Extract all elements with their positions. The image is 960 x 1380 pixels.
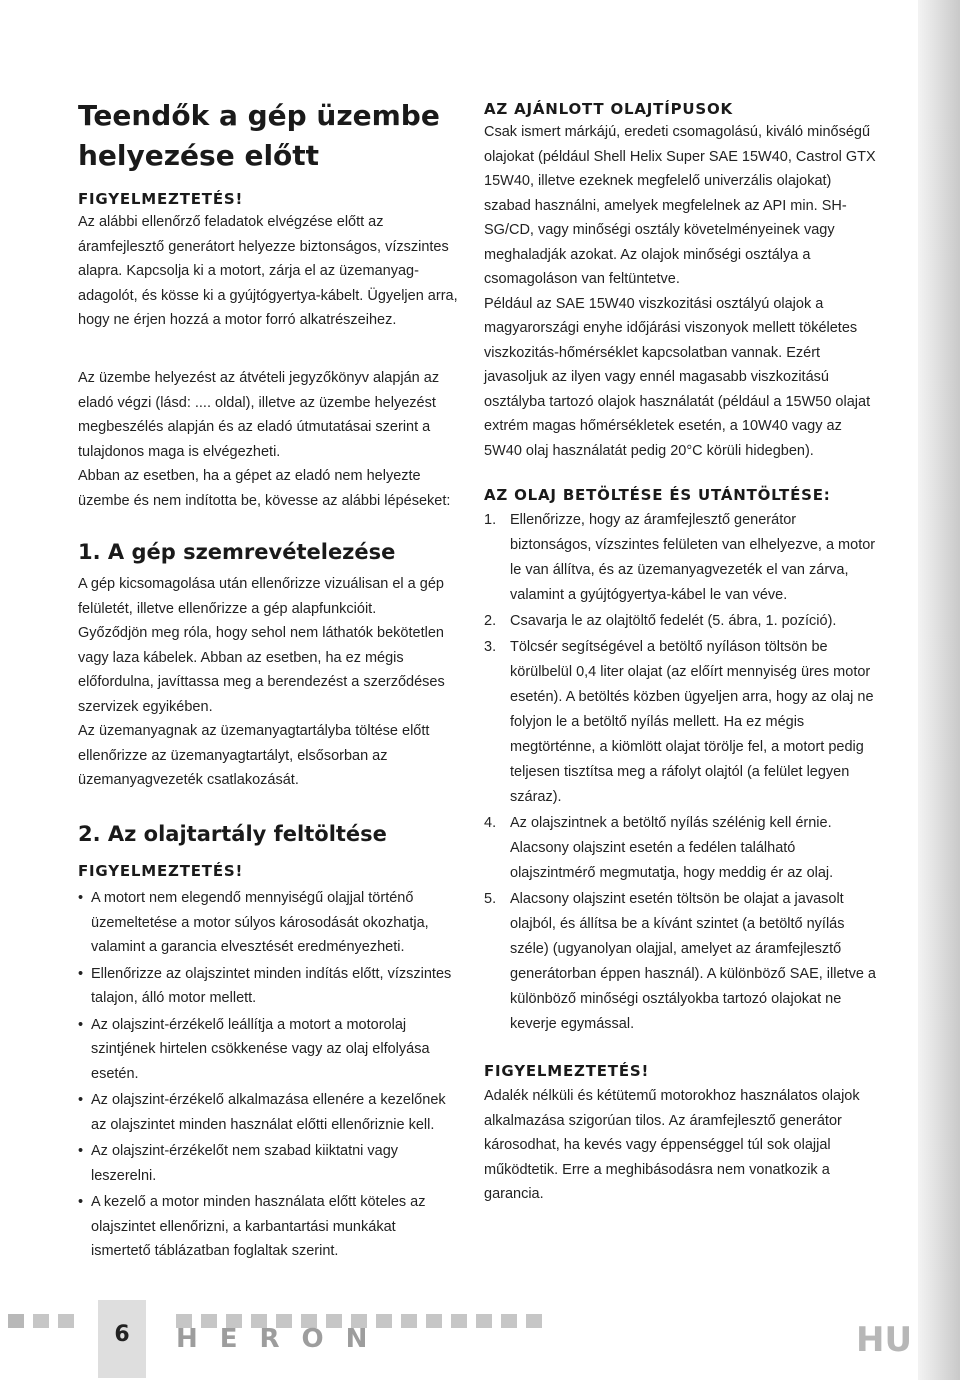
language-code: HU (856, 1320, 913, 1360)
list-item-text: A kezelő a motor minden használata előtt köteles az olajszintet ellenőrizni, a karbantartási munkákat ismertető táblázatban foglaltak szerint. (91, 1194, 426, 1259)
list-item-text: Az olajszint-érzékelő alkalmazása ellenére a kezelőnek az olajszintet minden használat előtti ellenőriznie kell. (91, 1092, 446, 1133)
right-edge-sidebar (918, 0, 960, 1380)
step-item (484, 635, 876, 810)
list-item-text: Az olajszint-érzékelőt nem szabad kiiktatni vagy leszerelni. (91, 1143, 399, 1184)
page-title: Teendők a gép üzembe helyezése előtt (78, 99, 440, 172)
intro-paragraph-1: Az üzembe helyezést az átvételi jegyzőkönyv alapján az eladó végzi (lásd: .... oldal), illetve az üzembe helyezést megbeszélés alapján és az eladó útmutatásai szerint a tulajdonos maga is elvégezheti. (78, 370, 440, 460)
brand-logo: HERON (176, 1324, 390, 1354)
step-text: Tölcsér segítségével a betöltő nyíláson töltsön be körülbelül 0,4 liter olajat (az előírt mennyiség üres motor esetén). A betöltés közben ügyeljen arra, hogy az olaj ne folyjon le a betöltő nyílás mellett. Ha ez mégis megtörténne, a kiömlött olajat törölje fel, a motort pedig teljesen tisztítsa meg a ráfolyt olajtól (a felület legyen száraz). (510, 639, 874, 805)
oil-types-body (484, 120, 876, 463)
section-1-body (78, 572, 458, 793)
list-item (78, 1013, 458, 1087)
step-text: Csavarja le az olajtöltő fedelét (5. ábra, 1. pozíció). (510, 613, 837, 629)
page-number: 6 (114, 1322, 130, 1347)
step-number: 5. (484, 891, 497, 907)
list-item (78, 962, 458, 1011)
list-item (78, 1139, 458, 1188)
oil-warning-list (78, 886, 458, 1266)
bullet-symbol: • (78, 1194, 84, 1210)
bullet-symbol: • (78, 1092, 84, 1108)
warning-label-3: FIGYELMEZTETÉS! (484, 1062, 650, 1080)
intro-block (78, 366, 458, 513)
list-item (78, 1190, 458, 1264)
bullet-symbol: • (78, 1016, 84, 1033)
bullet-symbol: • (78, 965, 84, 982)
oil-filling-heading: AZ OLAJ BETÖLTÉSE ÉS UTÁNTÖLTÉSE: (484, 486, 831, 504)
section-1-paragraph-3: Az üzemanyagnak az üzemanyagtartályba töltése előtt ellenőrizze az üzemanyagtartályt, elsősorban az üzemanyagvezeték csatlakozását. (78, 723, 430, 788)
step-item (484, 508, 876, 608)
section-1-heading: 1. A gép szemrevételezése (78, 540, 396, 564)
section-2-heading: 2. Az olajtartály feltöltése (78, 822, 387, 846)
warning-label-1: FIGYELMEZTETÉS! (78, 190, 244, 208)
bullet-symbol: • (78, 890, 84, 906)
oil-filling-steps (484, 508, 876, 1038)
step-item (484, 609, 876, 634)
step-number: 3. (484, 639, 497, 655)
footer-decoration-left (8, 1314, 74, 1328)
list-item-text: A motort nem elegendő mennyiségű olajjal történő üzemeltetése a motor súlyos károsodását okozhatja, valamint a garancia elvesztését eredményezheti. (91, 890, 429, 955)
step-number: 1. (484, 512, 497, 528)
list-item (78, 886, 458, 960)
warning-text-3: Adalék nélküli és kétütemű motorokhoz használatos olajok alkalmazása szigorúan tilos. Az áramfejlesztő generátor károsodhat, ha kevés vagy éppenséggel túl sok olajjal működtetik. Erre a meghibásodásra nem vonatkozik a garancia. (484, 1088, 860, 1202)
oil-types-paragraph-2: Például az SAE 15W40 viszkozitási osztályú olajok a magyarországi enyhe időjárási viszonyok mellett tökéletes viszkozitás-hőmérséklet kapcsolatban vannak. Ezért javasoljuk az ilyen vagy ennél magasabb viszkozitású osztályba tartozó olajok használatát (például a 15W50 olajat extrém magas hőmérsékletek esetén, a 10W40 vagy az 5W40 olaj használatát pedig 20°C körüli hidegben). (484, 295, 871, 459)
step-text: Ellenőrizze, hogy az áramfejlesztő generátor biztonságos, vízszintes felületen van elhelyezve, a motor le van állítva, és az üzemanyagvezeték el van zárva, valamint a gyújtógyertya-kábel le van véve. (510, 512, 876, 603)
warning-label-2: FIGYELMEZTETÉS! (78, 862, 244, 880)
section-1-paragraph-1: A gép kicsomagolása után ellenőrizze vizuálisan el a gép felületét, illetve ellenőrizze a gép alapfunkcióit. (78, 576, 444, 617)
step-item (484, 811, 876, 886)
oil-types-paragraph-1: Csak ismert márkájú, eredeti csomagolású, kiváló minőségű olajokat (például Shell Helix Super SAE 15W40, Castrol GTX 15W40, illetve ezeknek megfelelő univerzális olajokat) szabad használni, amelyek megfelelnek az API min. SH- SG/CD, vagy minőségi osztály követelményeinek vagy meghaladják azokat. Az olajok minőségi osztálya a csomagoláson van feltüntetve. (484, 124, 876, 287)
step-item (484, 887, 876, 1037)
list-item (78, 1088, 458, 1137)
warning-text-1: Az alábbi ellenőrző feladatok elvégzése előtt az áramfejlesztő generátort helyezze biztonságos, vízszintes alapra. Kapcsolja ki a motort, zárja el az üzemanyag-adagolót, és kösse ki a gyújtógyertya-kábelt. Ügyeljen arra, hogy ne érjen hozzá a motor forró alkatrészeihez. (78, 214, 458, 328)
step-text: Alacsony olajszint esetén töltsön be olajat a javasolt olajból, és állítsa be a kívánt szintet (a betöltő nyílás széle) (ugyanolyan olajjal, amelyet az áramfejlesztő generátorban éppen használ). A különböző SAE, illetve a különböző minőségi osztályokba tartozó olajokat ne keverje egymással. (510, 891, 876, 1032)
step-number: 2. (484, 613, 497, 629)
oil-types-heading: AZ AJÁNLOTT OLAJTÍPUSOK (484, 100, 733, 118)
intro-paragraph-2: Abban az esetben, ha a gépet az eladó nem helyezte üzembe és nem indította be, kövesse az alábbi lépéseket: (78, 468, 451, 509)
list-item-text: Ellenőrizze az olajszintet minden indítás előtt, vízszintes talajon, álló motor mellett. (91, 965, 452, 1006)
list-item-text: Az olajszint-érzékelő leállítja a motort a motorolaj szintjének hirtelen csökkenése vagy az olaj elfolyása esetén. (91, 1016, 430, 1082)
step-number: 4. (484, 815, 497, 831)
section-1-paragraph-2: Győződjön meg róla, hogy sehol nem láthatók bekötetlen vagy laza kábelek. Abban az esetben, ha ez mégis előfordulna, javíttassa meg a berendezést a szerződéses szervizek egyikében. (78, 625, 445, 715)
step-text: Az olajszintnek a betöltő nyílás szélénig kell érnie. Alacsony olajszint esetén a fedélen található olajszintmérő megmutatja, hogy meddig ér az olaj. (510, 815, 834, 881)
bullet-symbol: • (78, 1143, 84, 1159)
